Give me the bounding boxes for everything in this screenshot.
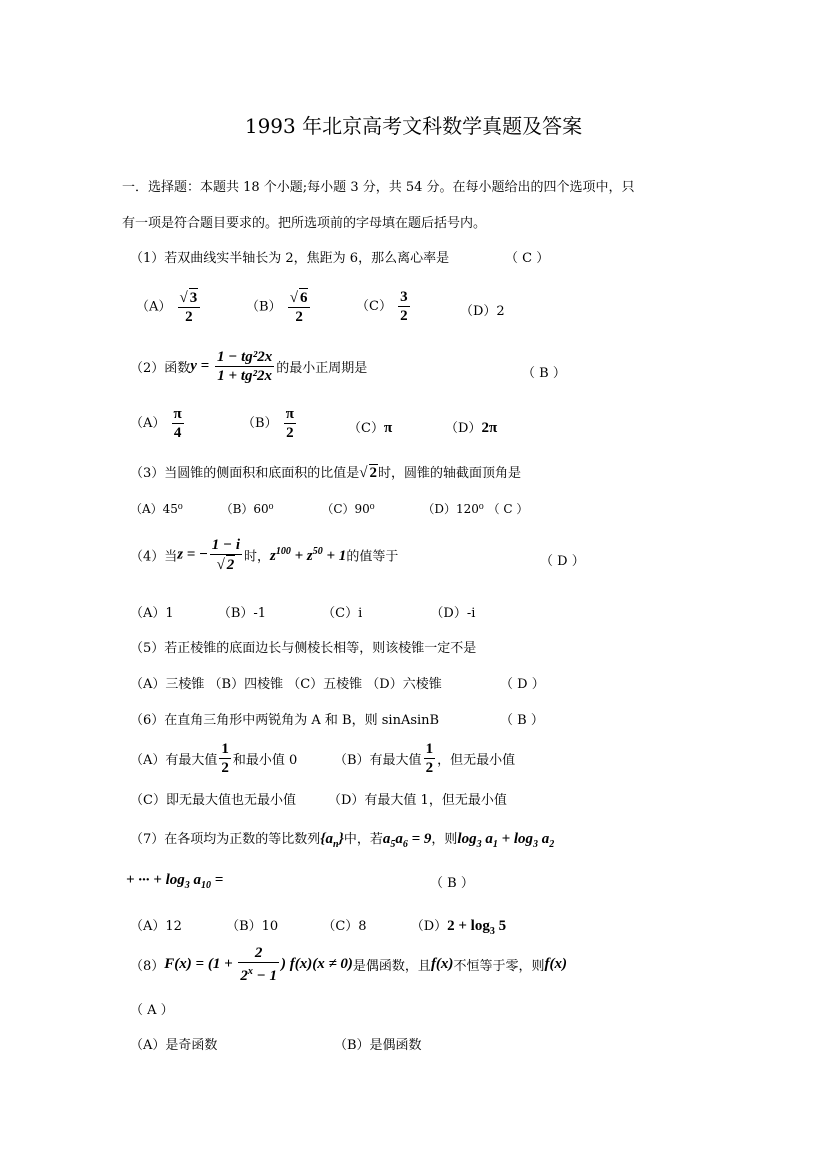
q7-options: （A）12 （B）10 （C）8 $(D)2 + \log_3 5$ [130, 918, 507, 937]
q8-answer: （ A ） [130, 1003, 174, 1018]
q6-option-a: （A）有最大值 $\frac{1}{2}$ 和最小值 0 [130, 741, 298, 776]
q4-stem: （4）当z = − $\frac{1 - i}{√ 2}$ 时，$z^{100} + z^{50} + 1$的值等于 [130, 537, 399, 573]
q1-option-a: （A） $\frac{√ 3}{2}$ [136, 288, 202, 326]
q2-option-a: （A） $\frac{\pi}{4}$ [130, 406, 182, 441]
q3-options: （A）45⁰ （B）60⁰ （C）90⁰ （D）120⁰ （ C ） [130, 502, 529, 516]
q7-stem-continued: + ··· + $\log_3 a_{10}$ = [126, 872, 224, 891]
q5-answer: （ D ） [500, 677, 545, 692]
page-title: 1993 年北京高考文科数学真题及答案 [244, 114, 583, 138]
q2-option-d: （D）2π [445, 420, 498, 436]
q3-answer: （ C ） [487, 502, 529, 516]
q6-option-c: （C）即无最大值也无最小值 [130, 793, 296, 808]
q2-answer: （ B ） [522, 366, 566, 381]
q6-option-b: （B）有最大值 $\frac{1}{2}$ ，但无最小值 [334, 741, 516, 776]
q3-stem: （3）当圆锥的侧面积和底面积的比值是√ 2时，圆锥的轴截面顶角是 [130, 465, 522, 481]
section-intro-line-1: 一．选择题：本题共 18 个小题;每小题 3 分，共 54 分。在每小题给出的四个选项中，只 [122, 180, 635, 195]
q6-answer: （ B ） [500, 713, 544, 728]
q2-stem: （2）函数y = $\frac{\text{1 − tg²2x}}{\text{1 + tg²2x}}$ 的最小正周期是 [130, 349, 368, 384]
q6-stem: （6）在直角三角形中两锐角为 A 和 B，则 sinAsinB [130, 713, 440, 728]
q5-options: （A）三棱锥 （B）四棱锥 （C）五棱锥 （D）六棱锥 [130, 677, 442, 692]
q6-option-d: （D）有最大值 1，但无最小值 [328, 793, 507, 808]
q8-option-b: （B）是偶函数 [334, 1038, 422, 1053]
section-intro-line-2: 有一项是符合题目要求的。把所选项前的字母填在题后括号内。 [122, 216, 487, 231]
q7-stem: （7）在各项均为正数的等比数列$\{a_n\}$中，若$a_5a_6 = 9$，则$\log_3 a_1 + \log_3 a_2$ [130, 831, 555, 850]
q5-stem: （5）若正棱锥的底面边长与侧棱长相等，则该棱锥一定不是 [130, 641, 477, 656]
q4-options: （A）1 （B）-1 （C）i （D）-i [130, 606, 476, 621]
q8-option-a: （A）是奇函数 [130, 1038, 218, 1053]
q8-stem: （8）F(x) = (1 + $\frac{2}{2^x - 1}$ ) f(x)(x ≠ 0)是偶函数，且f(x)不恒等于零，则f(x) [130, 945, 567, 984]
q7-answer: （ B ） [430, 876, 474, 891]
q1-option-b: （B） $\frac{√ 6}{2}$ [246, 288, 312, 326]
q2-option-b: （B） $\frac{\pi}{2}$ [242, 406, 294, 441]
q1-stem: （1）若双曲线实半轴长为 2，焦距为 6，那么离心率是 [130, 251, 450, 266]
q1-option-d: （D）2 [460, 304, 505, 319]
q1-answer: （ C ） [505, 251, 550, 266]
q4-answer: （ D ） [540, 554, 585, 569]
q2-option-c: （C）π [348, 420, 393, 436]
q1-option-c: （C） $\frac{3}{2}$ [356, 289, 408, 324]
